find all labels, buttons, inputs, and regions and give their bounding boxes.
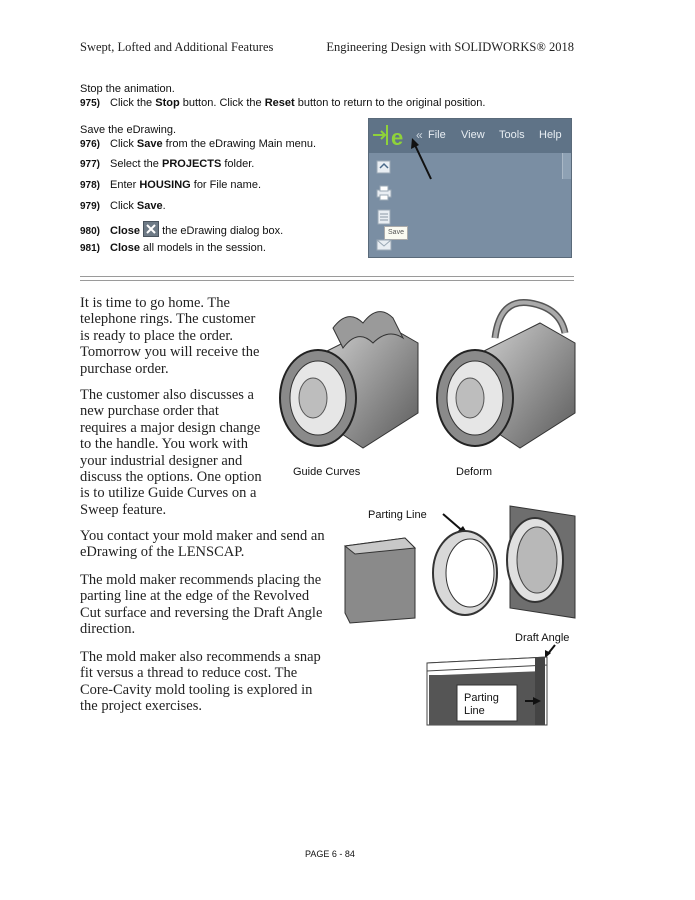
svg-text:e: e	[391, 125, 404, 150]
step-977: 977) Select the PROJECTS folder.	[80, 158, 255, 170]
parting-box-line1: Parting	[464, 692, 499, 704]
edrawing-menu-screenshot	[368, 118, 572, 258]
parting-box-line2: Line	[464, 705, 485, 717]
page-number: PAGE 6 - 84	[305, 849, 355, 859]
collapse-chevron-icon[interactable]: «	[416, 128, 423, 142]
step-975: 975) Click the Stop button. Click the Reset button to return to the original position.	[80, 97, 486, 109]
step-980: 980) Close the eDrawing dialog box.	[80, 221, 283, 237]
guide-curves-model-image	[273, 298, 423, 458]
step-981: 981) Close all models in the session.	[80, 242, 266, 254]
menu-help[interactable]: Help	[539, 129, 562, 141]
step-978: 978) Enter HOUSING for File name.	[80, 179, 262, 191]
deform-caption: Deform	[456, 466, 493, 478]
draft-angle-label: Draft Angle	[515, 632, 570, 644]
save-edrawing-intro: Save the eDrawing.	[80, 124, 176, 136]
menu-view[interactable]: View	[461, 129, 485, 141]
draft-angle-section-image	[427, 645, 577, 725]
pointer-arrow	[369, 119, 572, 258]
header-chapter-title: Swept, Lofted and Additional Features	[80, 40, 274, 54]
stop-animation-intro: Stop the animation.	[80, 83, 175, 95]
section-divider	[80, 276, 574, 281]
parting-line-label: Parting Line	[368, 509, 427, 521]
guide-curves-caption: Guide Curves	[293, 466, 361, 478]
paragraph-design-change: The customer also discusses a new purchase order that requires a major design change to the handle. You work with your industrial designer and discuss the options. One option is to utilize Guide Curves on a Sweep feature.	[80, 387, 262, 518]
stop-button-ref: Stop	[155, 97, 180, 109]
menu-tools[interactable]: Tools	[499, 129, 525, 141]
reset-button-ref: Reset	[264, 97, 295, 109]
paragraph-parting-line: The mold maker recommends placing the parting line at the edge of the Revolved Cut surface and reversing the Draft Angle direction.	[80, 572, 323, 638]
step-979: 979) Click Save.	[80, 200, 166, 212]
close-box-icon	[143, 221, 159, 237]
header-book-title: Engineering Design with SOLIDWORKS® 2018	[326, 40, 574, 54]
deform-model-image	[430, 298, 580, 458]
menu-file[interactable]: File	[428, 129, 446, 141]
mold-exploded-view-image	[335, 498, 585, 623]
save-tooltip: Save	[384, 226, 408, 240]
paragraph-mold-maker: You contact your mold maker and send an eDrawing of the LENSCAP.	[80, 528, 325, 561]
paragraph-go-home: It is time to go home. The telephone rings. The customer is ready to place the order. Tomorrow you will receive the purchase order.	[80, 295, 260, 377]
paragraph-snap-fit: The mold maker also recommends a snap fit versus a thread to reduce cost. The Core-Cavity mold tooling is explored in the project exercises.	[80, 649, 321, 715]
step-976: 976) Click Save from the eDrawing Main menu.	[80, 138, 317, 150]
